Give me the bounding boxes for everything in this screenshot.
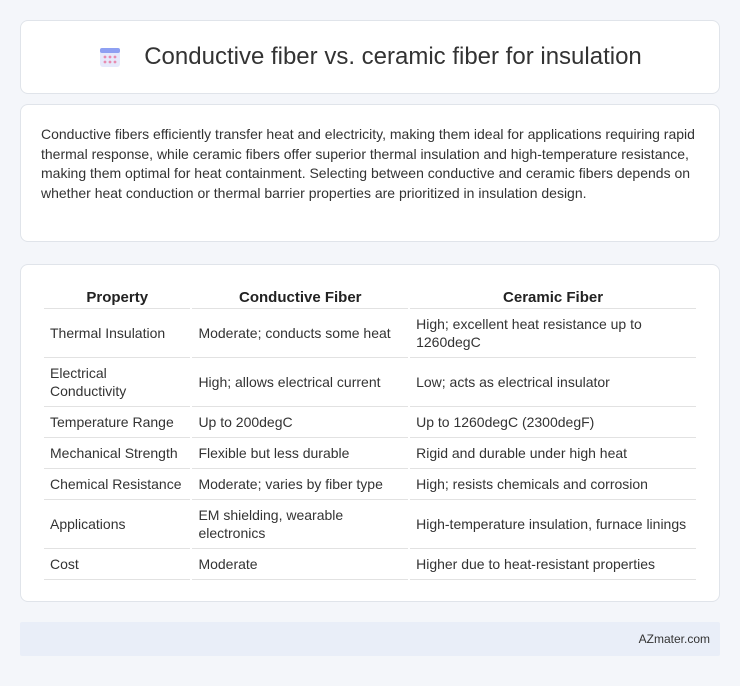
table-row	[44, 309, 696, 358]
title-card	[20, 20, 720, 94]
table-row	[44, 438, 696, 469]
summary-card	[20, 104, 720, 242]
table-row	[44, 358, 696, 407]
comparison-card	[20, 264, 720, 602]
property-cell: Cost	[44, 549, 190, 580]
page-title: Conductive fiber vs. ceramic fiber for insulation	[144, 43, 642, 70]
table-row	[44, 549, 696, 580]
calendar-grid-icon	[98, 45, 122, 69]
ceramic-cell: Higher due to heat-resistant properties	[410, 549, 696, 580]
ceramic-cell: Low; acts as electrical insulator	[410, 358, 696, 407]
header-conductive-fiber: Conductive Fiber	[192, 285, 408, 309]
table-row	[44, 469, 696, 500]
conductive-cell: Flexible but less durable	[192, 438, 408, 469]
property-cell: Chemical Resistance	[44, 469, 190, 500]
table-row	[44, 407, 696, 438]
ceramic-cell: High; excellent heat resistance up to 1260degC	[410, 309, 696, 358]
footer-brand: AZmater.com	[638, 632, 710, 646]
ceramic-cell: Rigid and durable under high heat	[410, 438, 696, 469]
conductive-cell: Moderate; varies by fiber type	[192, 469, 408, 500]
table-header-row	[44, 285, 696, 309]
comparison-table	[42, 285, 698, 580]
property-cell: Applications	[44, 500, 190, 549]
ceramic-cell: High-temperature insulation, furnace linings	[410, 500, 696, 549]
conductive-cell: High; allows electrical current	[192, 358, 408, 407]
ceramic-cell: High; resists chemicals and corrosion	[410, 469, 696, 500]
conductive-cell: EM shielding, wearable electronics	[192, 500, 408, 549]
ceramic-cell: Up to 1260degC (2300degF)	[410, 407, 696, 438]
footer	[20, 622, 720, 656]
property-cell: Thermal Insulation	[44, 309, 190, 358]
conductive-cell: Up to 200degC	[192, 407, 408, 438]
table-row	[44, 500, 696, 549]
property-cell: Temperature Range	[44, 407, 190, 438]
property-cell: Mechanical Strength	[44, 438, 190, 469]
header-ceramic-fiber: Ceramic Fiber	[410, 285, 696, 309]
property-cell: Electrical Conductivity	[44, 358, 190, 407]
conductive-cell: Moderate	[192, 549, 408, 580]
conductive-cell: Moderate; conducts some heat	[192, 309, 408, 358]
summary-text: Conductive fibers efficiently transfer heat and electricity, making them ideal for applications requiring rapid thermal response, while ceramic fibers offer superior thermal insulation and high-temperature resistance, making them optimal for heat containment. Selecting between conductive and ceramic fibers depends on whether heat conduction or thermal barrier properties are prioritized in insulation design.	[41, 126, 695, 201]
header-property: Property	[44, 285, 190, 309]
